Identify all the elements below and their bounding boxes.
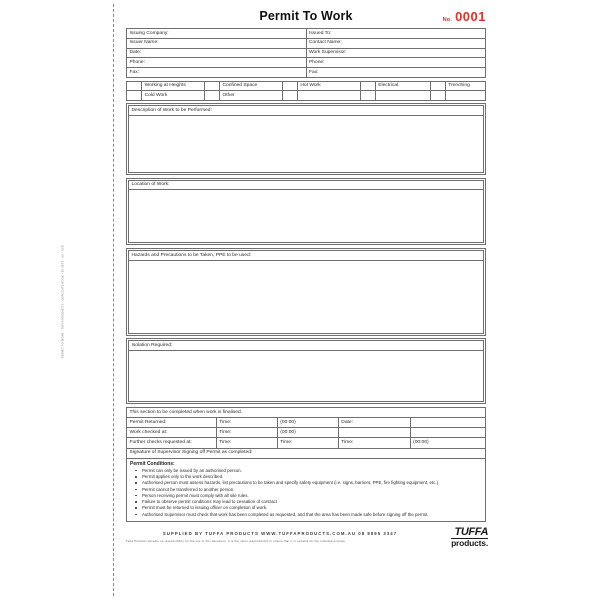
finalise-table bbox=[126, 407, 486, 459]
table-row bbox=[127, 438, 486, 448]
label-further-checks-time-3: Time: bbox=[338, 438, 410, 448]
label-signature[interactable]: Signature of Supervisor Signing off Permit as completed: bbox=[127, 448, 486, 458]
finalise-heading: This section to be completed when work is finalised. bbox=[127, 407, 486, 417]
table-row bbox=[127, 407, 486, 417]
form-sheet bbox=[126, 6, 486, 559]
section-label-location: Location of Work: bbox=[128, 180, 484, 190]
value-work-checked-extra-2[interactable] bbox=[410, 428, 485, 438]
label-other: Other bbox=[219, 91, 282, 101]
table-row bbox=[127, 428, 486, 438]
field-issuer-name[interactable]: Issuer Name: bbox=[127, 38, 307, 48]
value-work-checked-extra-1[interactable] bbox=[338, 428, 410, 438]
section-isolation bbox=[126, 338, 486, 404]
list-item: Person receiving permit must comply with all site rules. bbox=[142, 493, 482, 499]
checkbox-hot-work[interactable] bbox=[282, 81, 297, 91]
label-further-checks-time-2: Time: bbox=[277, 438, 338, 448]
table-row bbox=[127, 418, 486, 428]
details-table bbox=[126, 28, 486, 78]
label-further-checks: Further checks requested at: bbox=[127, 438, 217, 448]
tuffa-logo-line2: products. bbox=[451, 538, 488, 549]
label-blank-2 bbox=[375, 91, 430, 101]
value-further-checks-time[interactable]: (00:00) bbox=[410, 438, 485, 448]
checkbox-blank-1[interactable] bbox=[282, 91, 297, 101]
section-input-description[interactable] bbox=[128, 115, 484, 173]
checkbox-electrical[interactable] bbox=[360, 81, 375, 91]
label-confined-space: Confined Space bbox=[219, 81, 282, 91]
list-item: Authorised Supervisor must check that work has been completed as requested, and that the area has been made safe before signing off the permit. bbox=[142, 512, 482, 518]
form-header bbox=[126, 6, 486, 28]
field-phone-right[interactable]: Phone: bbox=[306, 58, 486, 68]
label-permit-returned: Permit Returned: bbox=[127, 418, 217, 428]
section-label-description: Description of Work to be Performed: bbox=[128, 105, 484, 115]
checkbox-working-at-heights[interactable] bbox=[127, 81, 142, 91]
permit-conditions-title: Permit Conditions: bbox=[130, 460, 175, 467]
field-fax-left[interactable]: Fax: bbox=[127, 68, 307, 78]
label-work-checked-time: Time: bbox=[216, 428, 277, 438]
section-label-isolation: Isolation Required: bbox=[128, 340, 484, 350]
field-issued-to[interactable]: Issued To: bbox=[306, 29, 486, 39]
permit-number-value: 0001 bbox=[455, 9, 486, 24]
tuffa-logo bbox=[451, 527, 488, 548]
section-description bbox=[126, 103, 486, 175]
table-row bbox=[127, 91, 486, 101]
form-footer bbox=[126, 525, 488, 559]
disclaimer-text: Tuffa Products accepts no responsibility for the use of this document. It is the users responsibility to ensure that it is suitable for the intended purpose. bbox=[126, 539, 347, 543]
label-blank-1 bbox=[297, 91, 360, 101]
label-trenching: Trenching bbox=[445, 81, 485, 91]
tuffa-logo-line1: TUFFA bbox=[454, 525, 488, 538]
permit-conditions bbox=[126, 459, 486, 522]
list-item: Permit must be returned to issuing officer on completion of work. bbox=[142, 505, 482, 511]
table-row bbox=[127, 38, 486, 48]
checkbox-blank-2[interactable] bbox=[360, 91, 375, 101]
section-label-hazards: Hazards and Precautions to be Taken, PPE to be used: bbox=[128, 250, 484, 260]
table-row bbox=[127, 448, 486, 458]
label-hot-work: Hot Work bbox=[297, 81, 360, 91]
field-work-supervisor[interactable]: Work Supervisor: bbox=[306, 48, 486, 58]
list-item: Authorised person must assess hazards, list precautions to be taken and specify safety equipment (i.e. signs, barriers, PPE, fire fighting equipment, etc.) bbox=[142, 480, 482, 486]
permit-conditions-list bbox=[130, 468, 482, 518]
list-item: Permit cannot be transferred to another person. bbox=[142, 487, 482, 493]
work-type-grid bbox=[126, 81, 486, 101]
checkbox-blank-3[interactable] bbox=[430, 91, 445, 101]
label-further-checks-time-1: Time: bbox=[216, 438, 277, 448]
section-input-location[interactable] bbox=[128, 189, 484, 243]
field-issuing-company[interactable]: Issuing Company: bbox=[127, 29, 307, 39]
checkbox-cold-work[interactable] bbox=[127, 91, 142, 101]
permit-number-label: No. bbox=[442, 17, 453, 23]
field-phone-left[interactable]: Phone: bbox=[127, 58, 307, 68]
value-permit-returned-date[interactable] bbox=[410, 418, 485, 428]
list-item: Permit can only be issued by an authorised person. bbox=[142, 468, 482, 474]
value-permit-returned-time[interactable]: (00:00) bbox=[277, 418, 338, 428]
supplied-by-text: SUPPLIED BY TUFFA PRODUCTS WWW.TUFFAPRODUCTS.COM.AU 08 8895 3347 bbox=[162, 530, 398, 536]
label-electrical: Electrical bbox=[375, 81, 430, 91]
table-row bbox=[127, 68, 486, 78]
label-cold-work: Cold Work bbox=[142, 91, 205, 101]
perforation-line bbox=[113, 4, 114, 596]
label-working-at-heights: Working at Heights bbox=[142, 81, 205, 91]
table-row bbox=[127, 81, 486, 91]
list-item: Permit applies only to the work described. bbox=[142, 474, 482, 480]
field-fax-right[interactable]: Fax: bbox=[306, 68, 486, 78]
label-work-checked: Work checked at: bbox=[127, 428, 217, 438]
page-title: Permit To Work bbox=[259, 9, 353, 23]
checkbox-trenching[interactable] bbox=[430, 81, 445, 91]
permit-number bbox=[443, 9, 486, 24]
label-permit-returned-time: Time: bbox=[216, 418, 277, 428]
label-blank-3 bbox=[445, 91, 485, 101]
section-location bbox=[126, 178, 486, 246]
list-item: Failure to observe permit conditions may lead to cessation of contract bbox=[142, 499, 482, 505]
table-row bbox=[127, 29, 486, 39]
value-work-checked-time[interactable]: (00:00) bbox=[277, 428, 338, 438]
table-row bbox=[127, 48, 486, 58]
field-contact-name[interactable]: Contact Name: bbox=[306, 38, 486, 48]
section-input-isolation[interactable] bbox=[128, 350, 484, 402]
spine-text: PERMIT TO WORK · TUFFA PRODUCTS · DUPLICATE BOOK · 50 SETS · A5 · NCR bbox=[61, 245, 65, 358]
section-input-hazards[interactable] bbox=[128, 260, 484, 334]
checkbox-other[interactable] bbox=[204, 91, 219, 101]
table-row bbox=[127, 58, 486, 68]
field-date[interactable]: Date: bbox=[127, 48, 307, 58]
checkbox-confined-space[interactable] bbox=[204, 81, 219, 91]
label-permit-returned-date: Date: bbox=[338, 418, 410, 428]
section-hazards bbox=[126, 248, 486, 336]
